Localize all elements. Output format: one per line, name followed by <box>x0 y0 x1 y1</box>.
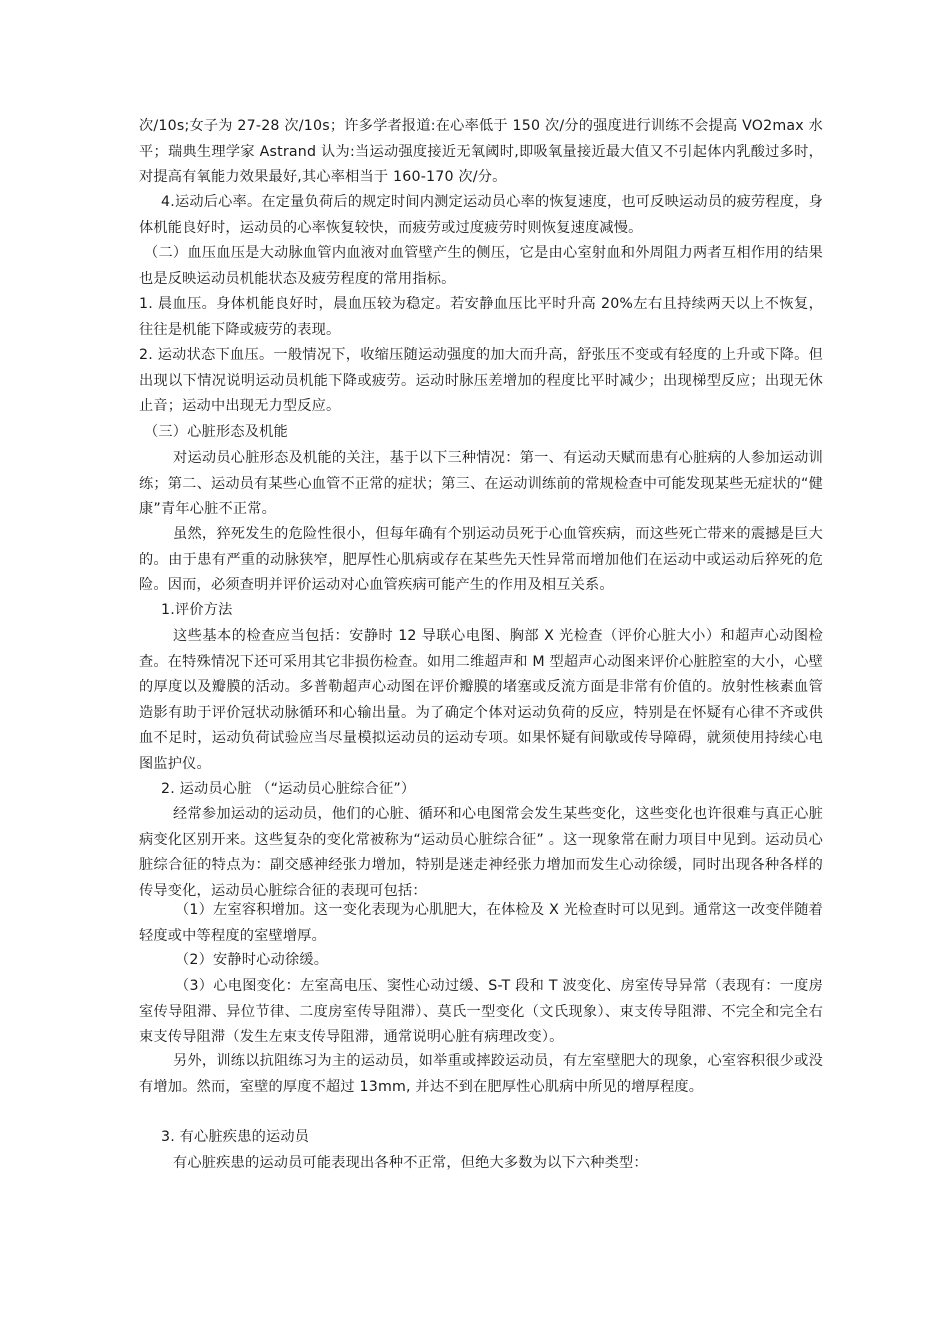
paragraph-heart-rate-intensity: 次/10s;女子为 27-28 次/10s；许多学者报道:在心率低于 150 次/分的强度进行训练不会提高 VO2max 水平；瑞典生理学家 Astrand 认为:当运动强度接近无氧阈时,即吸氧量接近最大值又不引起体内乳酸过多时，对提高有氧能力效果最好,其心率相当于 160-170 次/分。 <box>139 118 823 186</box>
subheading-athlete-heart: 2. 运动员心脏 （“运动员心脏综合征”） <box>161 781 416 797</box>
paragraph-athlete-heart-syndrome: 经常参加运动的运动员，他们的心脏、循环和心电图常会发生某些变化，这些变化也许很难与真正心脏病变化区别开来。这些复杂的变化常被称为“运动员心脏综合征” 。这一现象常在耐力项目中见到。运动员心脏综合征的特点为：副交感神经张力增加，特别是迷走神经张力增加而发生心动徐缓，同时出现各种各样的传导变化，运动员心脏综合征的表现可包括： <box>139 806 823 899</box>
subheading-athletes-with-heart-disease: 3. 有心脏疾患的运动员 <box>161 1129 310 1145</box>
paragraph-resistance-training: 另外，训练以抗阻练习为主的运动员，如举重或摔跤运动员，有左室壁肥大的现象，心室容积很少或没有增加。然而，室壁的厚度不超过 13mm, 并达不到在肥厚性心肌病中所见的增厚程度。 <box>139 1053 823 1095</box>
paragraph-six-types: 有心脏疾患的运动员可能表现出各种不正常，但绝大多数为以下六种类型： <box>173 1155 648 1171</box>
list-item-bradycardia: （2）安静时心动徐缓。 <box>175 952 329 968</box>
list-item-ecg-changes: （3）心电图变化：左室高电压、窦性心动过缓、S-T 段和 T 波变化、房室传导异常（表现有：一度房室传导阻滞、异位节律、二度房室传导阻滞）、莫氏一型变化（文氏现象）、束支传导阻滞、不完全和完全右束支传导阻滞（发生左束支传导阻滞，通常说明心脏有病理改变）。 <box>139 978 823 1046</box>
subheading-evaluation-methods: 1.评价方法 <box>161 602 233 618</box>
paragraph-sudden-death: 虽然，猝死发生的危险性很小，但每年确有个别运动员死于心血管疾病，而这些死亡带来的震撼是巨大的。由于患有严重的动脉狭窄，肥厚性心肌病或存在某些先天性异常而增加他们在运动中或运动后猝死的危险。因而，必须查明并评价运动对心血管疾病可能产生的作用及相互关系。 <box>139 526 823 594</box>
list-item-lv-volume: （1）左室容积增加。这一变化表现为心肌肥大，在体检及 X 光检查时可以见到。通常这一改变伴随着轻度或中等程度的室壁增厚。 <box>139 902 823 944</box>
paragraph-post-exercise-heart-rate: 4.运动后心率。在定量负荷后的规定时间内测定运动员心率的恢复速度，也可反映运动员的疲劳程度，身体机能良好时，运动员的心率恢复较快，而疲劳或过度疲劳时则恢复速度减慢。 <box>139 194 823 236</box>
paragraph-basic-examinations: 这些基本的检查应当包括：安静时 12 导联心电图、胸部 X 光检查（评价心脏大小）和超声心动图检查。在特殊情况下还可采用其它非损伤检查。如用二维超声和 M 型超声心动图来评价心脏腔室的大小，心壁的厚度以及瓣膜的活动。多普勒超声心动图在评价瓣膜的堵塞或反流方面是非常有价值的。放射性核素血管造影有助于评价冠状动脉循环和心输出量。为了确定个体对运动负荷的反应，特别是在怀疑有心律不齐或供血不足时，运动负荷试验应当尽量模拟运动员的运动专项。如果怀疑有间歇或传导障碍，就须使用持续心电图监护仪。 <box>139 628 823 772</box>
paragraph-morning-blood-pressure: 1. 晨血压。身体机能良好时，晨血压较为稳定。若安静血压比平时升高 20%左右且持续两天以上不恢复，往往是机能下降或疲劳的表现。 <box>139 296 823 338</box>
paragraph-exercise-blood-pressure: 2. 运动状态下血压。一般情况下，收缩压随运动强度的加大而升高，舒张压不变或有轻度的上升或下降。但出现以下情况说明运动员机能下降或疲劳。运动时脉压差增加的程度比平时减少；出现梯型反应；出现无休止音；运动中出现无力型反应。 <box>139 347 823 415</box>
paragraph-heart-concerns: 对运动员心脏形态及机能的关注，基于以下三种情况：第一、有运动天赋而患有心脏病的人参加运动训练；第二、运动员有某些心血管不正常的症状；第三、在运动训练前的常规检查中可能发现某些无症状的“健康”青年心脏不正常。 <box>139 450 823 518</box>
section-heading-heart-morphology: （三）心脏形态及机能 <box>144 424 288 440</box>
section-heading-blood-pressure: （二）血压血压是大动脉血管内血液对血管壁产生的侧压，它是由心室射血和外周阻力两者互相作用的结果也是反映运动员机能状态及疲劳程度的常用指标。 <box>139 245 823 287</box>
